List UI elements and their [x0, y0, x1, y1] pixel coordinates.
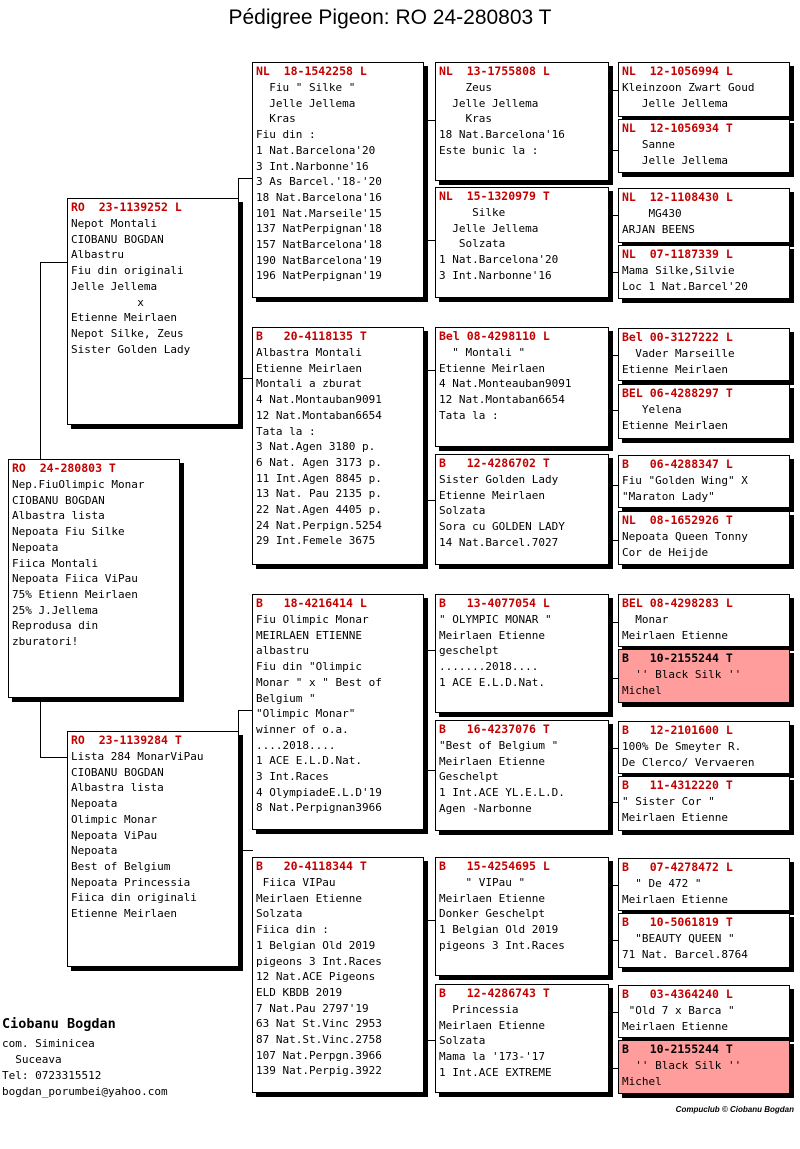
pigeon-details: " VIPau " Meirlaen Etienne Donker Geschelpt 1 Belgian Old 2019 pigeons 3 Int.Races — [439, 876, 565, 952]
pigeon-card-gen3[interactable] — [435, 327, 609, 447]
connector-line — [423, 370, 435, 371]
ring-number: Bel 00-3127222 L — [622, 330, 733, 344]
pigeon-details: " De 472 " Meirlaen Etienne — [622, 877, 728, 906]
ring-number: B 03-4364240 L — [622, 987, 733, 1001]
pigeon-card-gen3[interactable] — [435, 454, 609, 565]
connector-line — [608, 355, 618, 356]
pigeon-card-gen2[interactable] — [252, 327, 424, 565]
connector-line — [423, 1040, 435, 1041]
ring-number: B 06-4288347 L — [622, 457, 733, 471]
pigeon-card-subject[interactable] — [8, 459, 180, 698]
pigeon-details: Sanne Jelle Jellema — [641, 138, 728, 167]
pigeon-card-gen4-highlighted[interactable] — [618, 1040, 790, 1094]
pigeon-card-gen4[interactable] — [618, 455, 790, 508]
pigeon-details: Monar Meirlaen Etienne — [622, 613, 728, 642]
breeder-email[interactable]: bogdan_porumbei@yahoo.com — [2, 1085, 168, 1098]
pigeon-details: Sister Golden Lady Etienne Meirlaen Solzata Sora cu GOLDEN LADY 14 Nat.Barcel.7027 — [439, 473, 565, 549]
ring-number: B 10-2155244 T — [622, 651, 733, 665]
ring-number: NL 13-1755808 L — [439, 64, 550, 78]
pigeon-details: Silke Jelle Jellema Solzata 1 Nat.Barcelona'20 3 Int.Narbonne'16 — [439, 206, 559, 282]
connector-line — [423, 240, 435, 241]
ring-number: B 11-4312220 T — [622, 778, 733, 792]
pigeon-card-gen4[interactable] — [618, 384, 790, 439]
ring-number: BEL 08-4298283 L — [622, 596, 733, 610]
pigeon-details: " Montali " Etienne Meirlaen 4 Nat.Monteauban9091 12 Nat.Montaban6654 Tata la : — [439, 346, 572, 422]
ring-number: B 18-4216414 L — [256, 596, 367, 610]
connector-line — [40, 697, 41, 757]
ring-number: B 16-4237076 T — [439, 722, 550, 736]
pigeon-card-gen3[interactable] — [435, 984, 609, 1093]
pigeon-card-gen4[interactable] — [618, 858, 790, 911]
pigeon-card-gen4[interactable] — [618, 188, 790, 243]
ring-number: Bel 08-4298110 L — [439, 329, 550, 343]
pigeon-details: 100% De Smeyter R. De Clerco/ Vervaeren — [622, 740, 755, 769]
pigeon-details: Fiu " Silke " Jelle Jellema Kras Fiu din : 1 Nat.Barcelona'20 3 Int.Narbonne'16 3 As Barcel.'18-'20 18 Nat.Barcelona'16 101 Nat.Marseile'15 137 NatPerpignan'18 157 NatBarcelona'18 190 NatBarcelona'19 196 NatPerpignan'19 — [256, 81, 382, 283]
connector-line — [40, 262, 41, 460]
pigeon-details: " OLYMPIC MONAR " Meirlaen Etienne geschelpt .......2018.... 1 ACE E.L.D.Nat. — [439, 613, 552, 689]
ring-number: NL 12-1056994 L — [622, 64, 733, 78]
connector-line — [40, 757, 68, 758]
connector-line — [608, 272, 618, 273]
pigeon-card-gen2[interactable] — [252, 62, 424, 298]
breeder-address-line: com. Siminicea — [2, 1037, 95, 1050]
ring-number: RO 23-1139252 L — [71, 200, 182, 214]
connector-line — [423, 920, 435, 921]
pigeon-details: Nep.FiuOlimpic Monar CIOBANU BOGDAN Albastra lista Nepoata Fiu Silke Nepoata Fiica Montali Nepoata Fiica ViPau 75% Etienn Meirlaen 25% J.Jellema Reprodusa din zburatori! — [12, 478, 145, 649]
pigeon-details: Nepoata Queen Tonny Cor de Heijde — [622, 530, 748, 559]
ring-number: B 20-4118135 T — [256, 329, 367, 343]
connector-line — [608, 885, 618, 886]
ring-number: B 10-5061819 T — [622, 915, 733, 929]
breeder-name: Ciobanu Bogdan — [2, 1016, 116, 1032]
connector-line — [238, 710, 253, 711]
pigeon-details: Fiica VIPau Meirlaen Etienne Solzata Fiica din : 1 Belgian Old 2019 pigeons 3 Int.Races 12 Nat.ACE Pigeons ELD KBDB 2019 7 Nat.Pau 2797'19 63 Nat St.Vinc 2953 87 Nat.St.Vinc.2758 107 Nat.Perpgn.3966 139 Nat.Perpig.3922 — [256, 876, 382, 1078]
ring-number: NL 15-1320979 T — [439, 189, 550, 203]
connector-line — [423, 770, 435, 771]
connector-line — [238, 850, 253, 851]
pigeon-details: Lista 284 MonarViPau CIOBANU BOGDAN Albastra lista Nepoata Olimpic Monar Nepoata ViPau Nepoata Best of Belgium Nepoata Princessia Fiica din originali Etienne Meirlaen — [71, 750, 204, 921]
ring-number: B 07-4278472 L — [622, 860, 733, 874]
pigeon-card-gen4[interactable] — [618, 594, 790, 647]
connector-line — [608, 622, 618, 623]
ring-number: RO 23-1139284 T — [71, 733, 182, 747]
connector-line — [608, 1012, 618, 1013]
pigeon-details: '' Black Silk '' Michel — [622, 1059, 742, 1088]
connector-line — [608, 1068, 618, 1069]
pigeon-details: Kleinzoon Zwart Goud Jelle Jellema — [622, 81, 755, 110]
ring-number: B 12-2101600 L — [622, 723, 733, 737]
pigeon-card-gen4[interactable] — [618, 913, 790, 968]
pigeon-card-gen2[interactable] — [252, 594, 424, 830]
ring-number: B 12-4286743 T — [439, 986, 550, 1000]
connector-line — [608, 90, 618, 91]
breeder-info — [2, 1016, 168, 1100]
connector-line — [608, 540, 618, 541]
ring-number: B 12-4286702 T — [439, 456, 550, 470]
pigeon-details: Fiu "Golden Wing" X "Maraton Lady" — [622, 474, 748, 503]
ring-number: NL 12-1108430 L — [622, 190, 733, 204]
ring-number: NL 18-1542258 L — [256, 64, 367, 78]
pigeon-card-dam[interactable] — [67, 731, 239, 967]
pigeon-details: Mama Silke,Silvie Loc 1 Nat.Barcel'20 — [622, 264, 748, 293]
breeder-address-line: Suceava — [2, 1053, 62, 1066]
pigeon-card-gen4[interactable] — [618, 62, 790, 117]
connector-line — [608, 802, 618, 803]
pigeon-details: Nepot Montali CIOBANU BOGDAN Albastru Fiu din originali Jelle Jellema x Etienne Meirlaen Nepot Silke, Zeus Sister Golden Lady — [71, 217, 191, 356]
pigeon-details: "Old 7 x Barca " Meirlaen Etienne — [622, 1004, 735, 1033]
ring-number: NL 08-1652926 T — [622, 513, 733, 527]
pigeon-card-gen3[interactable] — [435, 594, 609, 713]
connector-line — [608, 150, 618, 151]
pigeon-details: Albastra Montali Etienne Meirlaen Montali a zburat 4 Nat.Montauban9091 12 Nat.Montaban6654 Tata la : 3 Nat.Agen 3180 p. 6 Nat. Agen 3173 p. 11 Int.Agen 8845 p. 13 Nat. Pau 2135 p. 22 Nat.Agen 4405 p. 24 Nat.Perpign.5254 29 Int.Femele 3675 — [256, 346, 382, 548]
pigeon-card-gen3[interactable] — [435, 187, 609, 298]
connector-line — [423, 650, 435, 651]
ring-number: B 10-2155244 T — [622, 1042, 733, 1056]
pigeon-card-gen4[interactable] — [618, 776, 790, 831]
page-title: Pédigree Pigeon: RO 24-280803 T — [228, 6, 552, 29]
copyright-credit: Compuclub © Ciobanu Bogdan — [675, 1105, 794, 1114]
pigeon-card-gen4[interactable] — [618, 328, 790, 381]
pigeon-card-gen4[interactable] — [618, 511, 790, 565]
pigeon-details: " Sister Cor " Meirlaen Etienne — [622, 795, 728, 824]
pigeon-card-gen4[interactable] — [618, 245, 790, 299]
ring-number: NL 12-1056934 T — [622, 121, 733, 135]
ring-number: B 15-4254695 L — [439, 859, 550, 873]
ring-number: RO 24-280803 T — [12, 461, 116, 475]
pigeon-details: "Best of Belgium " Meirlaen Etienne Geschelpt 1 Int.ACE YL.E.L.D. Agen -Narbonne — [439, 739, 565, 815]
connector-line — [608, 940, 618, 941]
pigeon-card-gen3[interactable] — [435, 62, 609, 181]
pigeon-card-gen4[interactable] — [618, 985, 790, 1038]
ring-number: BEL 06-4288297 T — [622, 386, 733, 400]
pigeon-card-gen4[interactable] — [618, 721, 790, 774]
pigeon-card-gen4-highlighted[interactable] — [618, 649, 790, 703]
ring-number: B 20-4118344 T — [256, 859, 367, 873]
pigeon-card-gen3[interactable] — [435, 720, 609, 831]
ring-number: NL 07-1187339 L — [622, 247, 733, 261]
pigeon-card-gen3[interactable] — [435, 857, 609, 976]
pigeon-details: Vader Marseille Etienne Meirlaen — [622, 347, 735, 376]
connector-line — [608, 410, 618, 411]
ring-number: B 13-4077054 L — [439, 596, 550, 610]
breeder-phone: Tel: 0723315512 — [2, 1069, 102, 1082]
pigeon-details: '' Black Silk '' Michel — [622, 668, 742, 697]
connector-line — [608, 485, 618, 486]
pigeon-details: MG430 ARJAN BEENS — [622, 207, 695, 236]
connector-line — [608, 215, 618, 216]
pigeon-card-sire[interactable] — [67, 198, 239, 425]
connector-line — [608, 748, 618, 749]
pigeon-details: Yelena Etienne Meirlaen — [622, 403, 728, 432]
connector-line — [40, 262, 68, 263]
connector-line — [238, 378, 253, 379]
pigeon-details: Zeus Jelle Jellema Kras 18 Nat.Barcelona'16 Este bunic la : — [439, 81, 565, 157]
pigeon-details: "BEAUTY QUEEN " 71 Nat. Barcel.8764 — [622, 932, 748, 961]
pigeon-card-gen4[interactable] — [618, 119, 790, 173]
connector-line — [238, 178, 253, 179]
connector-line — [423, 120, 435, 121]
pigeon-card-gen2[interactable] — [252, 857, 424, 1093]
pigeon-details: Fiu Olimpic Monar MEIRLAEN ETIENNE albastru Fiu din "Olimpic Monar " x " Best of Belgium " "Olimpic Monar" winner of o.a. ....2018.... 1 ACE E.L.D.Nat. 3 Int.Races 4 OlympiadeE.L.D'19 8 Nat.Perpignan3966 — [256, 613, 382, 815]
pigeon-details: Princessia Meirlaen Etienne Solzata Mama la '173-'17 1 Int.ACE EXTREME — [439, 1003, 552, 1079]
connector-line — [608, 678, 618, 679]
connector-line — [423, 500, 435, 501]
